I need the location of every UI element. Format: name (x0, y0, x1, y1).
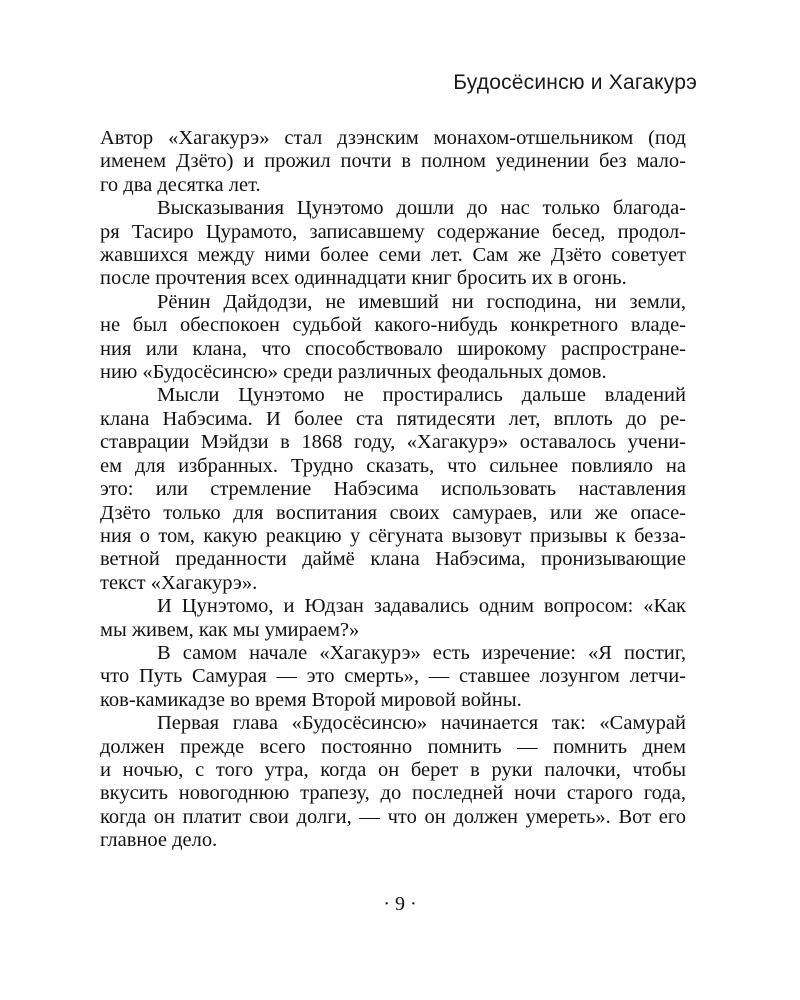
paragraph (100, 291, 686, 385)
text-line: ря Тасиро Цурамото, записавшему содержание бесед, продол- (100, 220, 686, 243)
text-line: Рёнин Дайдодзи, не имевший ни господина, ни земли, (157, 290, 686, 313)
text-line: клана Набэсима. И более ста пятидесяти лет, вплоть до ре- (100, 407, 686, 430)
text-line: Автор «Хагакурэ» стал дзэнским монахом-отшельником (под (100, 127, 686, 149)
text-line: И Цунэтомо, и Юдзан задавались одним вопросом: «Как (157, 595, 686, 618)
text-line: Высказывания Цунэтомо дошли до нас только благода- (157, 197, 686, 220)
paragraph (100, 595, 686, 642)
text-line: когда он платит свои долги, — что он должен умереть». Вот его (100, 805, 686, 828)
paragraph (100, 712, 686, 852)
page-number: · 9 · (383, 893, 417, 915)
text-line: вкусить новогоднюю трапезу, до последней ночи старого года, (100, 782, 686, 805)
text-line: именем Дзёто) и прожил почти в полном уединении без мало- (100, 150, 686, 173)
text-line: не был обеспокоен судьбой какого-нибудь конкретного владе- (100, 314, 686, 337)
text-line: главное дело. (100, 829, 218, 852)
text-line: ков-камикадзе во время Второй мировой войны. (100, 688, 522, 711)
text-line: ем для избранных. Трудно сказать, что сильнее повлияло на (100, 454, 686, 477)
paragraph (100, 127, 686, 197)
text-line: Дзёто только для воспитания своих самураев, или же опасе- (100, 501, 686, 524)
text-line: мы живем, как мы умираем?» (100, 618, 360, 641)
text-line: после прочтения всех одиннадцати книг бросить их в огонь. (100, 267, 627, 290)
text-line: Мысли Цунэтомо не простирались дальше владений (157, 384, 686, 407)
text-line: что Путь Самурая — это смерть», — ставшее лозунгом летчи- (100, 665, 686, 688)
text-line: ветной преданности даймё клана Набэсима, пронизывающие (100, 548, 686, 571)
text-line: ния или клана, что способствовало широкому распростране- (100, 337, 686, 360)
paragraph (100, 642, 686, 712)
text-line: ния о том, какую реакцию у сёгуната вызовут призывы к безза- (100, 524, 686, 547)
text-line: текст «Хагакурэ». (100, 571, 258, 594)
body-text (100, 127, 686, 853)
paragraph (100, 384, 686, 595)
text-line: и ночью, с того утра, когда он берет в руки палочки, чтобы (100, 758, 686, 781)
text-line: должен прежде всего постоянно помнить — помнить днем (100, 735, 686, 758)
text-line: нию «Будосёсинсю» среди различных феодальных домов. (100, 361, 607, 384)
text-line: жавшихся между ними более семи лет. Сам же Дзёто советует (100, 244, 686, 267)
text-line: Первая глава «Будосёсинсю» начинается так: «Самурай (157, 712, 686, 735)
text-line: ставрации Мэйдзи в 1868 году, «Хагакурэ» оставалось учени- (100, 431, 686, 454)
text-line: это: или стремление Набэсима использовать наставления (100, 478, 686, 501)
running-head-title: Будосёсинсю и Хагакурэ (453, 71, 697, 94)
paragraph (100, 197, 686, 291)
text-line: го два десятка лет. (100, 173, 261, 196)
text-line: В самом начале «Хагакурэ» есть изречение: «Я постиг, (157, 641, 686, 664)
